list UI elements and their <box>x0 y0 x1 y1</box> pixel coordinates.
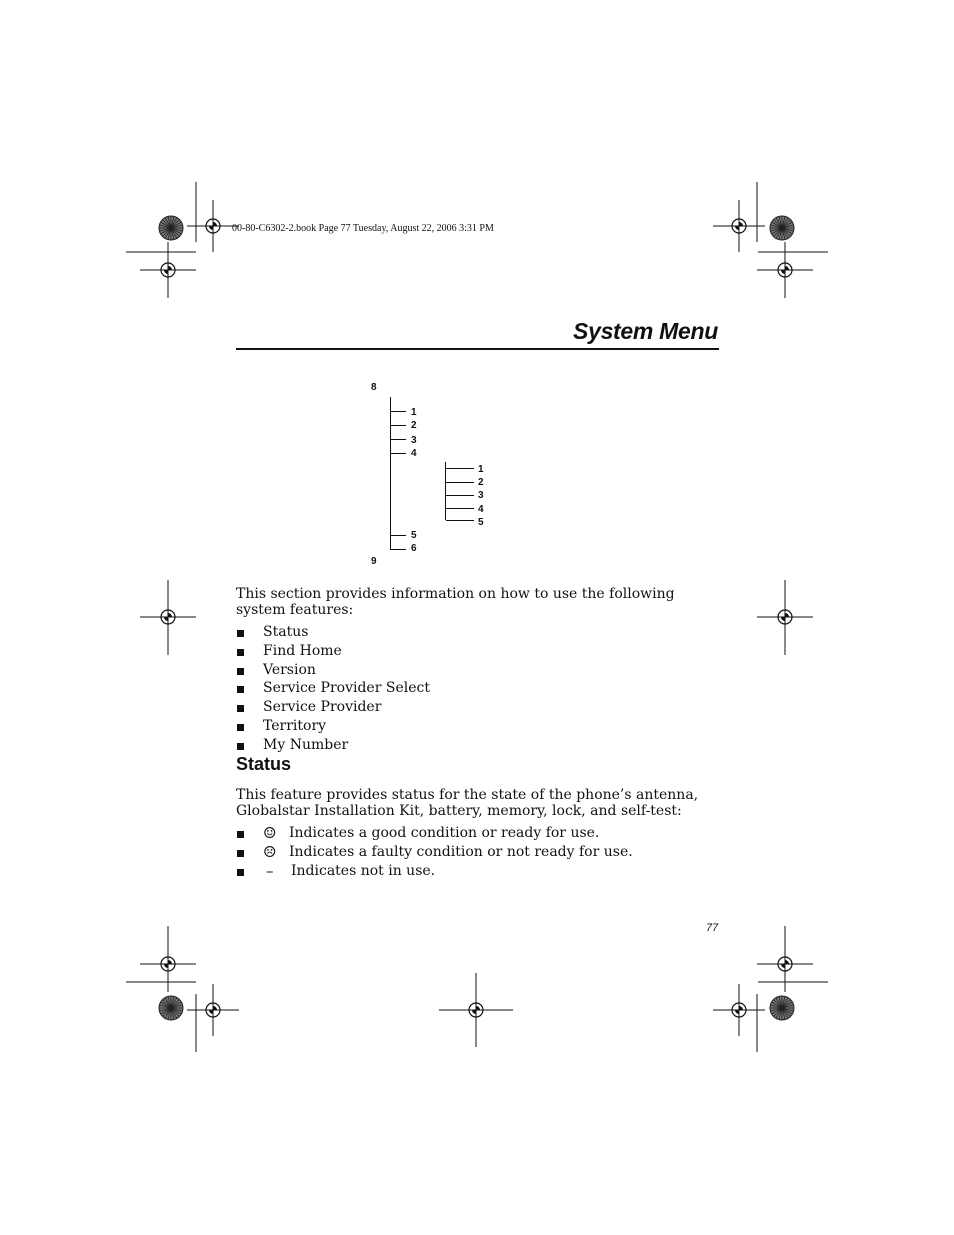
indicator-faulty-text: Indicates a faulty condition or not ready for use. <box>289 843 633 860</box>
tree-root-bottom: 9 <box>371 556 377 567</box>
tree-branch <box>391 549 406 550</box>
feature-territory: Territory <box>263 717 327 734</box>
feature-service-provider: Service Provider <box>263 699 382 716</box>
bullet-square-icon <box>237 686 244 693</box>
tree-branch <box>446 468 474 469</box>
smiley-face-icon: ☺ <box>263 824 277 842</box>
bullet-square-icon <box>237 705 244 712</box>
section-heading-status: Status <box>236 754 292 774</box>
tree-item: 2 <box>411 420 417 431</box>
indicator-good-text: Indicates a good condition or ready for use. <box>289 825 600 841</box>
feature-my-number: My Number <box>263 736 349 753</box>
tree-item: 3 <box>411 435 417 446</box>
registration-target-fill <box>781 266 789 274</box>
tree-item: 4 <box>411 448 417 459</box>
tree-branch <box>446 520 474 521</box>
intro-paragraph: This section provides information on how to use the following system features: <box>236 586 675 618</box>
registration-target-fill <box>164 266 172 274</box>
bullet-square-icon <box>237 668 244 675</box>
tree-branch <box>391 439 406 440</box>
bullet-square-icon <box>237 850 244 857</box>
tree-item: 1 <box>411 407 417 418</box>
status-paragraph: This feature provides status for the state of the phone’s antenna, Globalstar Installation Kit, battery, memory, lock, and self-test: <box>236 787 699 819</box>
feature-service-provider-select: Service Provider Select <box>263 680 430 697</box>
dash-icon: – <box>266 861 274 880</box>
feature-status: Status <box>263 624 309 640</box>
tree-subitem: 5 <box>478 517 484 528</box>
page-number: 77 <box>706 922 719 934</box>
bullet-square-icon <box>237 724 244 731</box>
feature-find-home: Find Home <box>263 642 342 659</box>
tree-subitem: 3 <box>478 490 484 501</box>
registration-target-fill <box>735 222 743 230</box>
tree-branch <box>391 425 406 426</box>
tree-branch <box>391 535 406 536</box>
tree-branch <box>446 482 474 483</box>
bullet-square-icon <box>237 630 244 637</box>
bullet-square-icon <box>237 869 244 876</box>
bullet-square-icon <box>237 649 244 656</box>
tree-branch <box>446 508 474 509</box>
tree-subitem: 1 <box>478 464 484 475</box>
print-header: 00-80-C6302-2.book Page 77 Tuesday, August 22, 2006 3:31 PM <box>232 223 494 234</box>
tree-branch <box>446 495 474 496</box>
tree-subitem: 4 <box>478 504 484 515</box>
registration-target-fill <box>735 1006 743 1014</box>
page-title: System Menu <box>573 318 718 344</box>
indicator-not-in-use-text: Indicates not in use. <box>291 862 436 879</box>
tree-subtrunk <box>445 462 446 520</box>
tree-item: 5 <box>411 530 417 541</box>
tree-branch <box>391 453 406 454</box>
bullet-square-icon <box>237 743 244 750</box>
tree-trunk <box>390 397 391 550</box>
registration-target-fill <box>472 1006 480 1014</box>
feature-version: Version <box>263 661 316 678</box>
tree-subitem: 2 <box>478 477 484 488</box>
registration-target-fill <box>209 222 217 230</box>
tree-item: 6 <box>411 543 417 554</box>
tree-branch <box>391 411 406 412</box>
title-rule <box>236 348 719 350</box>
frowning-face-icon: ☹ <box>263 842 277 861</box>
tree-root-top: 8 <box>371 382 377 393</box>
registration-target-fill <box>209 1006 217 1014</box>
bullet-square-icon <box>237 831 244 838</box>
